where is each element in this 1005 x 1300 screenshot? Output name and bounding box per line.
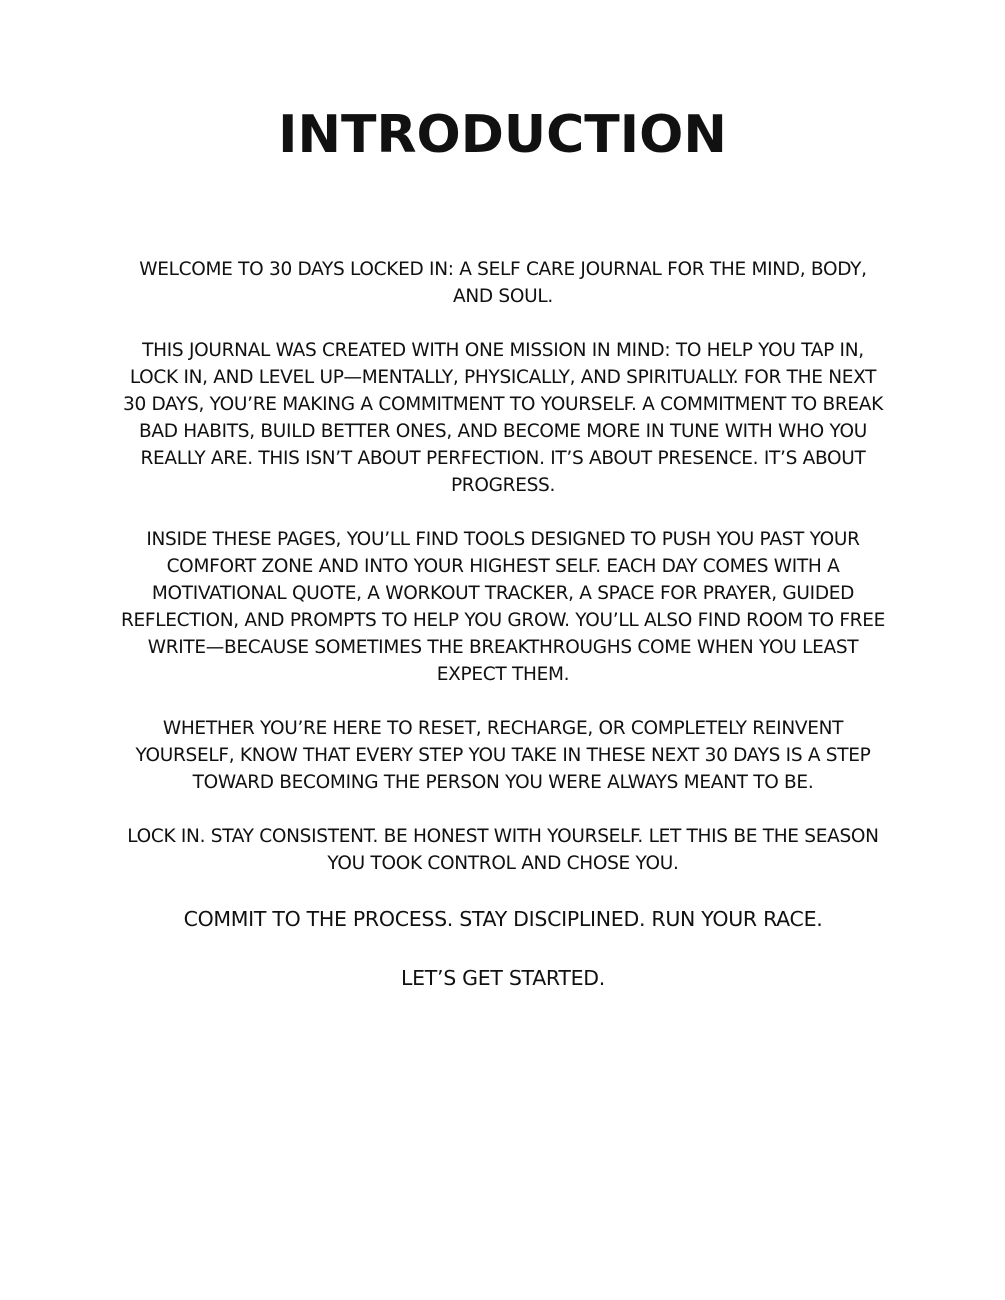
paragraph-commit: COMMIT TO THE PROCESS. STAY DISCIPLINED. RUN YOUR RACE.	[183, 907, 823, 931]
paragraph-inside-pages: INSIDE THESE PAGES, YOU’LL FIND TOOLS DESIGNED TO PUSH YOU PAST YOUR COMFORT ZONE AND INTO YOUR HIGHEST SELF. EACH DAY COMES WITH A MOTIVATIONAL QUOTE, A WORKOUT TRACKER, A SPACE FOR PRAYER, GUIDED REFLECTION, AND PROMPTS TO HELP YOU GROW. YOU’LL ALSO FIND ROOM TO FREE WRITE—BECAUSE SOMETIMES THE BREAKTHROUGHS COME WHEN YOU LEAST EXPECT THEM.	[120, 529, 885, 685]
paragraph-welcome: WELCOME TO 30 DAYS LOCKED IN: A SELF CARE JOURNAL FOR THE MIND, BODY, AND SOUL.	[139, 259, 867, 307]
page-title: INTRODUCTION	[278, 105, 727, 165]
introduction-body	[118, 256, 888, 1022]
paragraph-whether: WHETHER YOU’RE HERE TO RESET, RECHARGE, OR COMPLETELY REINVENT YOURSELF, KNOW THAT EVERY STEP YOU TAKE IN THESE NEXT 30 DAYS IS A STEP TOWARD BECOMING THE PERSON YOU WERE ALWAYS MEANT TO BE.	[135, 718, 871, 793]
paragraph-get-started: LET’S GET STARTED.	[401, 966, 605, 990]
paragraph-mission: THIS JOURNAL WAS CREATED WITH ONE MISSION IN MIND: TO HELP YOU TAP IN, LOCK IN, AND LEVEL UP—MENTALLY, PHYSICALLY, AND SPIRITUALLY. FOR THE NEXT 30 DAYS, YOU’RE MAKING A COMMITMENT TO YOURSELF. A COMMITMENT TO BREAK BAD HABITS, BUILD BETTER ONES, AND BECOME MORE IN TUNE WITH WHO YOU REALLY ARE. THIS ISN’T ABOUT PERFECTION. IT’S ABOUT PRESENCE. IT’S ABOUT PROGRESS.	[123, 340, 883, 496]
paragraph-lock-in: LOCK IN. STAY CONSISTENT. BE HONEST WITH YOURSELF. LET THIS BE THE SEASON YOU TOOK CONTROL AND CHOSE YOU.	[127, 826, 879, 874]
